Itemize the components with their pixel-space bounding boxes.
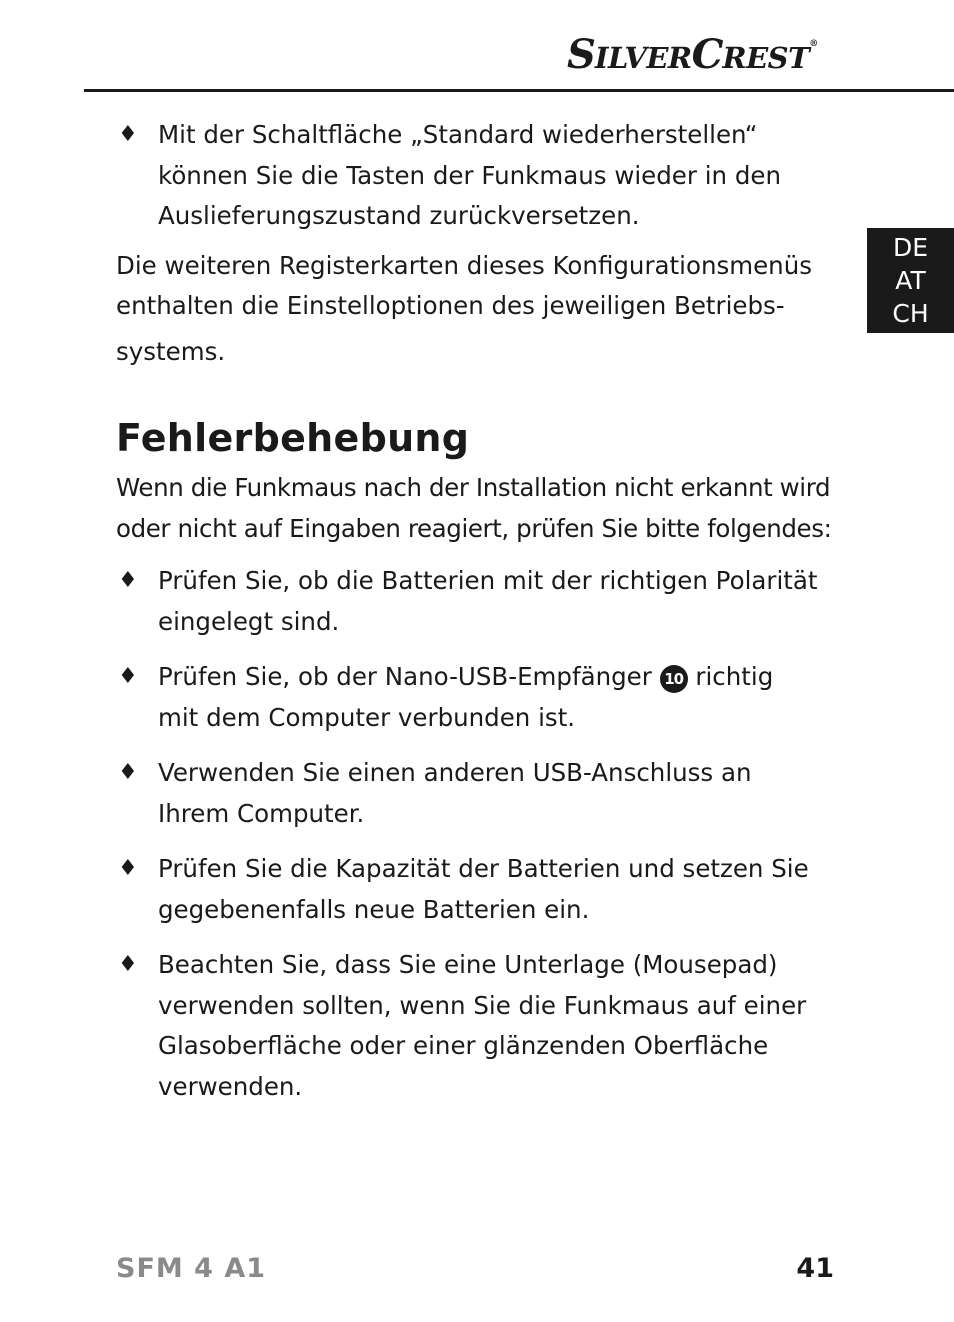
bullet-item-usb-port xyxy=(116,753,834,834)
bullet-line: mit dem Computer verbunden ist. xyxy=(158,702,576,732)
logo-letter-c: C xyxy=(691,31,723,78)
logo-letter-s: S xyxy=(567,31,595,78)
bullet-line: Verwenden Sie einen anderen USB-Anschluss an xyxy=(158,758,752,787)
diamond-bullet-icon: ♦ xyxy=(118,568,138,593)
bullet-item-mousepad xyxy=(116,945,834,1107)
bullet-line: Glasoberfläche oder einer glänzenden Oberfläche xyxy=(158,1031,769,1060)
bullet-line: Prüfen Sie, ob die Batterien mit der richtigen Polarität xyxy=(158,566,818,595)
intro-paragraph xyxy=(116,246,834,373)
section-intro xyxy=(116,468,834,549)
bullet-line: können Sie die Tasten der Funkmaus wieder in den xyxy=(158,160,781,190)
diamond-bullet-icon: ♦ xyxy=(118,856,138,881)
language-tab xyxy=(867,228,954,333)
diamond-bullet-icon: ♦ xyxy=(118,122,138,147)
logo-text-rest: REST xyxy=(722,41,810,75)
diamond-bullet-icon: ♦ xyxy=(118,760,138,785)
bullet-item-receiver xyxy=(116,657,834,738)
reference-number-icon: 10 xyxy=(660,665,688,693)
language-at: AT xyxy=(895,266,926,295)
paragraph-line: enthalten die Einstelloptionen des jeweiligen Betriebs- xyxy=(116,291,785,320)
diamond-bullet-icon: ♦ xyxy=(118,952,138,977)
footer-model-number: SFM 4 A1 xyxy=(116,1253,267,1284)
silvercrest-logo xyxy=(567,31,837,78)
bullet-line: verwenden. xyxy=(158,1071,303,1101)
logo-text-ilver: ILVER xyxy=(594,41,692,75)
bullet-item-standard xyxy=(116,115,834,237)
bullet-line: eingelegt sind. xyxy=(158,606,340,636)
section-heading: Fehlerbehebung xyxy=(116,416,470,460)
paragraph-line: Die weiteren Registerkarten dieses Konfigurationsmenüs xyxy=(116,250,813,280)
bullet-line: Prüfen Sie, ob der Nano-USB-Empfänger xyxy=(158,662,660,691)
bullet-line: gegebenenfalls neue Batterien ein. xyxy=(158,894,590,924)
paragraph-line: oder nicht auf Eingaben reagiert, prüfen Sie bitte folgendes: xyxy=(116,513,832,543)
bullet-line: richtig xyxy=(687,662,774,691)
paragraph-line: systems. xyxy=(116,336,226,366)
bullet-line: Prüfen Sie die Kapazität der Batterien und setzen Sie xyxy=(158,854,809,883)
language-de: DE xyxy=(892,233,929,262)
footer-page-number: 41 xyxy=(796,1253,834,1284)
page-content xyxy=(116,115,834,1122)
language-ch: CH xyxy=(892,299,929,328)
bullet-line: Mit der Schaltfläche „Standard wiederherstellen“ xyxy=(158,120,758,149)
bullet-line: verwenden sollten, wenn Sie die Funkmaus auf einer xyxy=(158,990,807,1020)
diamond-bullet-icon: ♦ xyxy=(118,664,138,689)
bullet-line: Auslieferungszustand zurückversetzen. xyxy=(158,201,640,230)
bullet-item-battery-capacity xyxy=(116,849,834,930)
bullet-line: Beachten Sie, dass Sie eine Unterlage (Mousepad) xyxy=(158,950,778,979)
paragraph-line: Wenn die Funkmaus nach der Installation nicht erkannt wird xyxy=(116,473,831,502)
registered-mark: ® xyxy=(809,39,819,49)
bullet-item-polarity xyxy=(116,561,834,642)
header-rule xyxy=(84,89,954,92)
bullet-line: Ihrem Computer. xyxy=(158,798,365,828)
